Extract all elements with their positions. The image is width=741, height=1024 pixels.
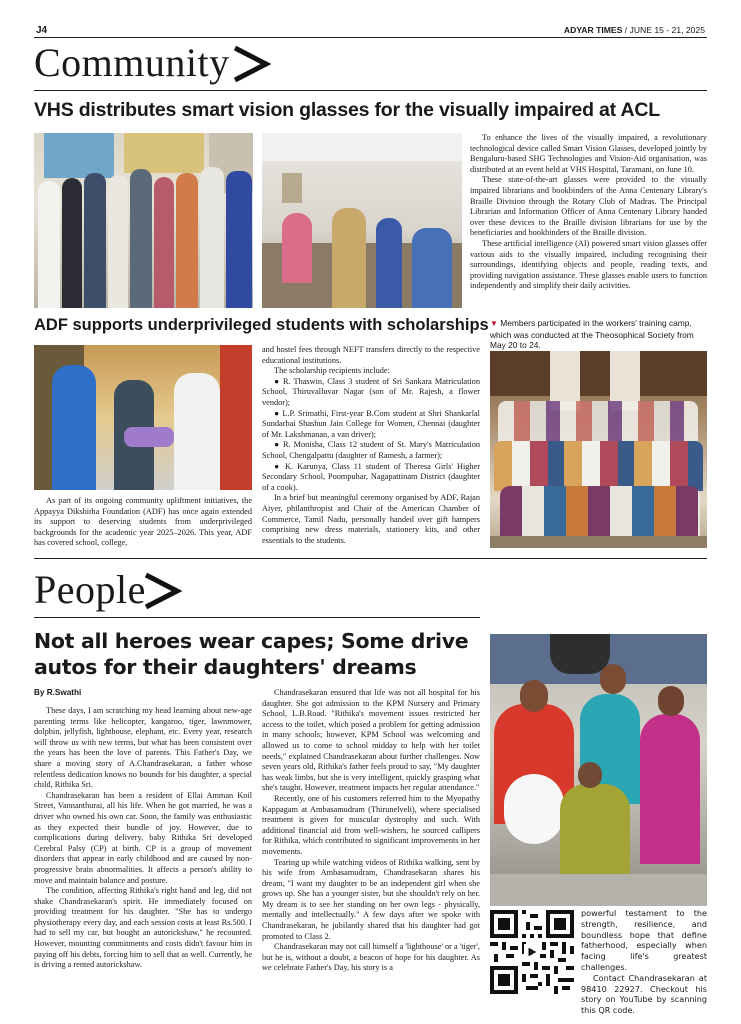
story1-headline: VHS distributes smart vision glasses for the visually impaired at ACL	[34, 99, 660, 121]
caption-marker-icon: ▼	[490, 319, 498, 328]
masthead	[564, 25, 705, 35]
people-col1: These days, I am scratching my head learning about new-age parenting terms like helicopter, kangaroo, tiger, lawnmower, dolphin, jellyfish, lighthouse, elephant, etc. Every year, research will throw us with new terms, but what has been consistent over the years has been the love of parents. This Father's Day, we share a moving story of A.Chandrasekaran, a father whose relentless dedication knows no bounds for his daughter, a special child, Rithika Sri. Chandrasekaran has been a resident of Ellai Amman Koil Street, Vannanthurai, all his life. When he got married, he was a driver who owned his own car. Soon, the family was enthusiastic as they expected their bundle of joy. However, due to complications during delivery, baby Rithika Sri developed Cerebral Palsy (CP) at birth. CP is a group of movement disorders that appear in early childhood and are caused by non-progressive brain abnormalities. It affects a person's ability to move and maintain balance and posture. The condition, affecting Rithika's right hand and leg, did not shake Chandrasekaran's spirit. He immediately focused on providing treatment for his daughter. "She has to undergo physiotherapy every day, and each session costs at least Rs.500. I had to sell my car, but bought an autorickshaw," he recounted. However, mounting commitments and costs didn't favour him in paying off his debts, forcing him to sell that as well. Currently, he is driving a rented autorickshaw.	[34, 706, 252, 970]
page-number: J4	[36, 25, 48, 36]
story1-body	[470, 133, 707, 292]
people-headline: Not all heroes wear capes; Some drive autos for their daughters' dreams	[34, 629, 469, 679]
youtube-qr-code[interactable]	[490, 910, 574, 994]
section-title-community: Community	[34, 40, 230, 85]
photo-vhs-group	[34, 133, 253, 308]
section-divider	[34, 558, 707, 559]
people-col2: Chandrasekaran ensured that life was not all hospital for his daughter. She got admission to the KPM Nursery and Primary School, L.B.Road. "Rithika's movement issues restricted her access to the toilet, which posed a problem for getting admission in many schools; however, KPM School was welcoming and allowed us to come to school midday to help with her toilet needs," explained Chandrasekaran about further challenges. Now seven years old, Rithika's father feels proud to say, "My daughter has weak limbs, but she is very intelligent, quickly grasping what she's taught. However, treatment impacts her regular attendance." Recently, one of his customers referred him to the Myopathy Kappagam at Ambasamudram (Thirunelveli), where specialised treatment is given for muscular dystrophy and such. With additional financial aid from well-wishers, he sourced callipers for Rithika, which contributed to significant improvements in her movements. Tearing up while watching videos of Rithika walking, sent by his wife from Ambasamudram, Chandrasekaran shares his dream, "I want my daughter to be an independent girl when she grows up. She has a younger sister, but she shouldn't rely on her. My dream is to see her standing on her own legs - physically, mentally and intellectually." A few days after we spoke with Chandrasekaran, he jubilantly shared that his daughter had got promoted to Class 2. Chandrasekaran may not call himself a 'lighthouse' or a 'tiger', but he is, without a doubt, a beacon of hope for his daughter. As we celebrate Father's Day, his story is a	[262, 688, 480, 973]
header-rule	[34, 37, 707, 38]
recipient-item: ● L.P. Srimathi, First-year B.Com student at Shri Shankarlal Sundarbai Shashun Jain College for Women, Chennai (daughter of Mr. Lakshmanan, a van driver);	[262, 408, 480, 439]
recipient-item: ● R. Thaswin, Class 3 student of Sri Sankara Matriculation School, Thiruvalluvar Nagar (son of Mr. Rajesh, a flower vendor);	[262, 376, 480, 407]
publication-name: ADYAR TIMES	[563, 25, 623, 35]
photo-adf-scholarship	[34, 345, 252, 490]
section-rule	[34, 617, 480, 618]
story2-intro: As part of its ongoing community upliftment initiatives, the Appayya Dikshitha Foundation (ADF) has once again extended its support to deserving students from underprivileged backgrounds for the academic year 2025–2026. This year, ADF has covered school, college,	[34, 496, 252, 548]
section-chevron-icon	[232, 44, 272, 84]
story2-headline: ADF supports underprivileged students with scholarships	[34, 316, 489, 334]
people-col3: powerful testament to the strength, resilience, and boundless hope that define fatherhood, especially when facing life's greatest challenges. Contact Chandrasekaran at 98410 22927. Checkout his story on YouTube by scanning this QR code.	[581, 908, 707, 1016]
photo-vhs-handover	[262, 133, 462, 308]
camp-caption: ▼ Members participated in the workers' training camp, which was conducted at the Theosophical Society from May 20 to 24.	[490, 318, 694, 350]
section-title-people: People	[34, 567, 146, 612]
recipient-item: ● K. Karunya, Class 11 student of Theresa Girls' Higher Secondary School, Poompuhar, Nagapattinam District (daughter of a cook).	[262, 461, 480, 492]
recipient-item: ● R. Monisha, Class 12 student of St. Mary's Matriculation School, Chengalpattu (daughter of Ramesh, a farmer);	[262, 440, 480, 460]
issue-date: JUNE 15 - 21, 2025	[629, 25, 705, 35]
section-chevron-icon	[143, 571, 183, 611]
photo-training-camp	[490, 351, 707, 548]
byline: By R.Swathi	[34, 688, 82, 697]
story1-paragraph: To enhance the lives of the visually impaired, a revolutionary technological device called Smart Vision Glasses, developed jointly by Bengaluru-based SHG Technologies and Vision-Aid organisation, was distributed at an event held at VHS Hospital, Taramani, on June 10.	[470, 133, 707, 174]
story1-paragraph: These artificial intelligence (AI) powered smart vision glasses offer various aids to the visually impaired, including recognising their surroundings, identifying objects and people, reading texts, and providing navigation assistance. These glasses enable users to function independently and simplify their daily activities.	[470, 238, 707, 291]
separator: /	[624, 25, 628, 35]
story2-body: and hostel fees through NEFT transfers directly to the respective educational institutions. The scholarship recipients include: ● R. Thaswin, Class 3 student of Sri Sankara Matriculation School, Thiruvalluvar Nagar (son of Mr. Rajesh, a flower vendor); ● L.P. Srimathi, First-year B.Com student at Shri Shankarlal Sundarbai Shashun Jain College for Women, Chennai (daughter of Mr. Lakshmanan, a van driver); ● R. Monisha, Class 12 student of St. Mary's Matriculation School, Chengalpattu (daughter of Ramesh, a farmer); ● K. Karunya, Class 11 student of Theresa Girls' Higher Secondary School, Poompuhar, Nagapattinam District (daughter of a cook). In a brief but meaningful ceremony organised by ADF, Rajan Aiyer, philanthropist and Chair of the American Chamber of Commerce, Tamil Nadu, personally handed over gift hampers comprising new dress materials, stationery kits, and other essentials to the students.	[262, 345, 480, 545]
photo-chandrasekaran-family	[490, 634, 707, 906]
section-rule	[34, 90, 707, 91]
story1-paragraph: These state-of-the-art glasses were provided to the visually impaired librarians and bookbinders of the Anna Centenary Library's Braille Division through the Rotary Club of Madras. The Principal Librarian and Information Officer of Anna Centenary Library handed over these devices to the Braille division librarians for use by the beneficiaries and bookbinders of the Braille division.	[470, 175, 707, 238]
